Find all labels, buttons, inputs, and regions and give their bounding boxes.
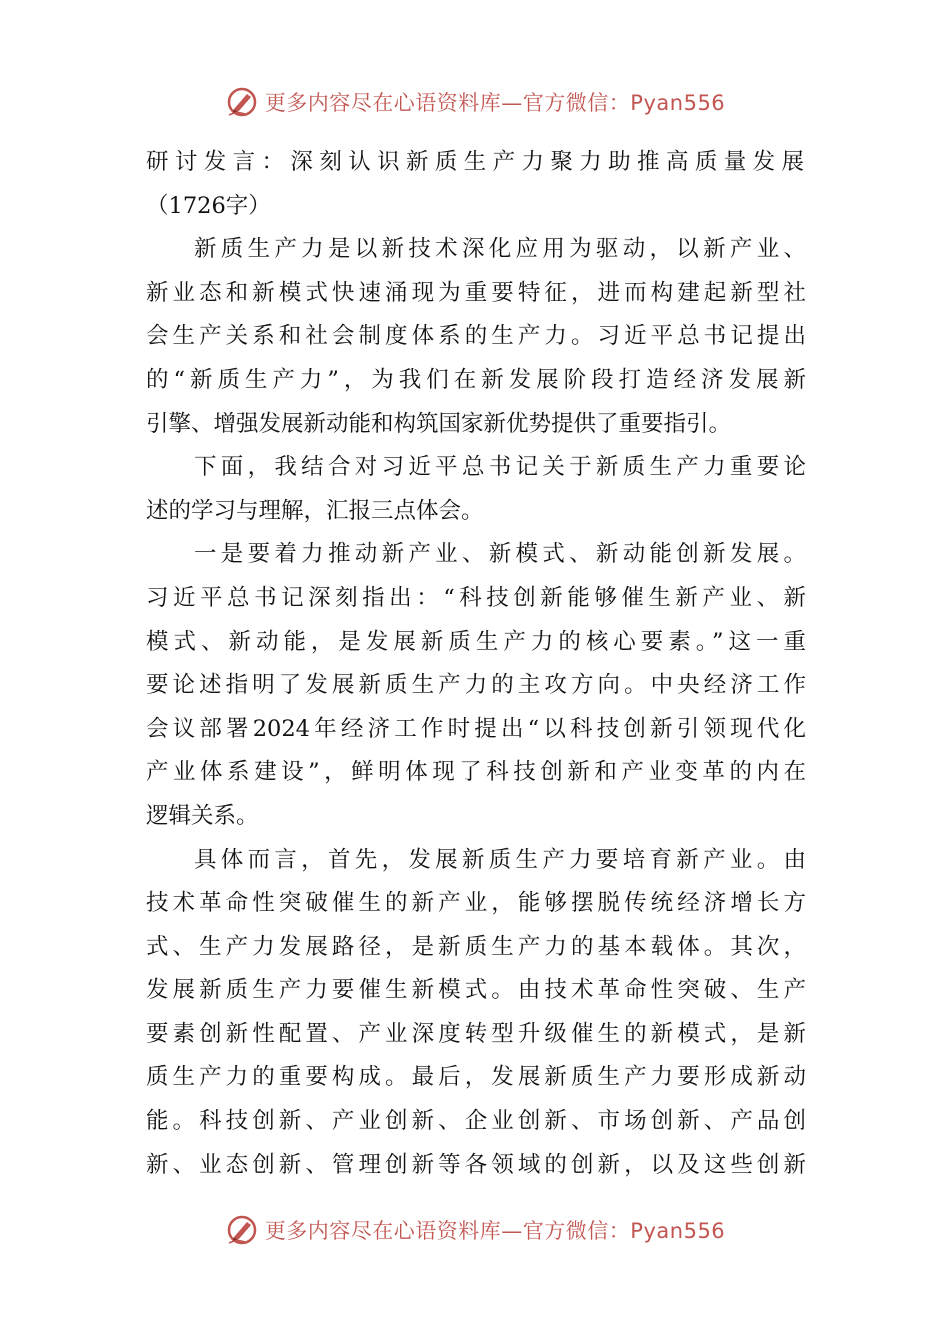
- text-line: 产业体系建设”，鲜明体现了科技创新和产业变革的内在: [146, 759, 806, 786]
- text-line: 新、业态创新、管理创新等各领域的创新，以及这些创新: [146, 1151, 806, 1178]
- paragraph-1: [146, 228, 806, 446]
- text-line: 习近平总书记深刻指出：“科技创新能够催生新产业、新: [146, 584, 806, 611]
- text-line: 新质生产力是以新技术深化应用为驱动，以新产业、: [194, 236, 806, 263]
- text-line: 发展新质生产力要催生新模式。由技术革命性突破、生产: [146, 977, 806, 1004]
- watermark-banner-top: [0, 82, 950, 122]
- text-line: 述的学习与理解，汇报三点体会。: [146, 497, 484, 524]
- text-line: 逻辑关系。: [146, 802, 259, 829]
- text-line: 要素创新性配置、产业深度转型升级催生的新模式，是新: [146, 1020, 806, 1047]
- paragraph-4: [146, 839, 806, 1188]
- text-line: 具体而言，首先，发展新质生产力要培育新产业。由: [194, 846, 806, 873]
- text-line: 质生产力的重要构成。最后，发展新质生产力要形成新动: [146, 1064, 806, 1091]
- document-body: [146, 141, 806, 1187]
- text-line: 技术革命性突破催生的新产业，能够摆脱传统经济增长方: [146, 890, 806, 917]
- paragraph-3: [146, 533, 806, 838]
- pen-circle-icon: [225, 1213, 259, 1247]
- text-line: 会生产关系和社会制度体系的生产力。习近平总书记提出: [146, 323, 806, 350]
- text-line: 引擎、增强发展新动能和构筑国家新优势提供了重要指引。: [146, 410, 732, 437]
- document-title: [146, 141, 806, 228]
- pen-circle-icon: [225, 85, 259, 119]
- watermark-banner-bottom: [0, 1210, 950, 1250]
- title-line: （1726字）: [146, 192, 271, 219]
- text-line: 会议部署2024年经济工作时提出“以科技创新引领现代化: [146, 715, 806, 742]
- text-line: 一是要着力推动新产业、新模式、新动能创新发展。: [194, 541, 806, 568]
- paragraph-2: [146, 446, 806, 533]
- text-line: 的“新质生产力”，为我们在新发展阶段打造经济发展新: [146, 366, 806, 393]
- watermark-text: 更多内容尽在心语资料库—官方微信：Pyan556: [264, 1219, 726, 1243]
- title-line: 研讨发言：深刻认识新质生产力聚力助推高质量发展: [146, 149, 806, 175]
- text-line: 新业态和新模式快速涌现为重要特征，进而构建起新型社: [146, 279, 806, 306]
- text-line: 能。科技创新、产业创新、企业创新、市场创新、产品创: [146, 1108, 806, 1135]
- text-line: 要论述指明了发展新质生产力的主攻方向。中央经济工作: [146, 672, 806, 699]
- text-line: 下面，我结合对习近平总书记关于新质生产力重要论: [194, 454, 806, 481]
- text-line: 式、生产力发展路径，是新质生产力的基本载体。其次，: [146, 933, 806, 960]
- watermark-text: 更多内容尽在心语资料库—官方微信：Pyan556: [264, 91, 726, 115]
- text-line: 模式、新动能，是发展新质生产力的核心要素。”这一重: [146, 628, 806, 655]
